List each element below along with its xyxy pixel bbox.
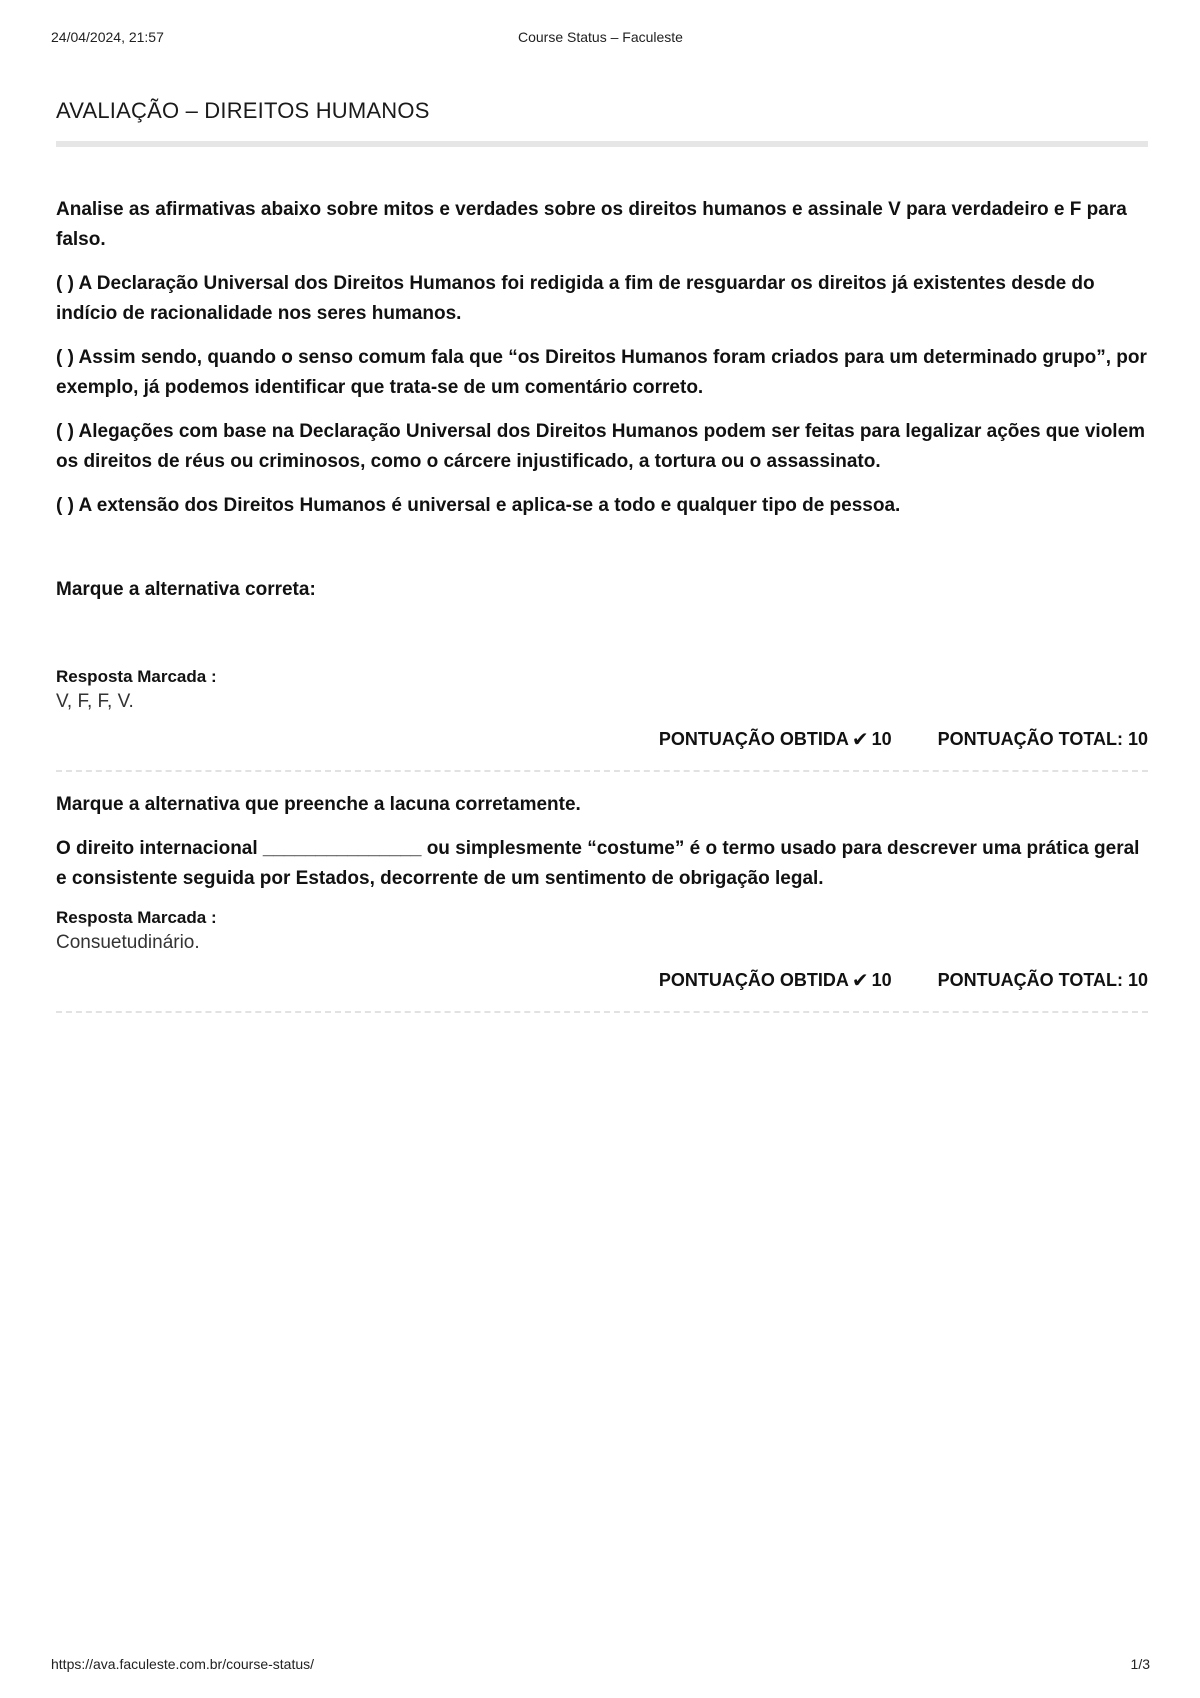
question-divider — [56, 1011, 1148, 1013]
answer-label: Resposta Marcada : — [56, 667, 217, 686]
question-1-statement: Analise as afirmativas abaixo sobre mitos e verdades sobre os direitos humanos e assinale V para verdadeiro e F para falso. — [56, 199, 1127, 250]
score-total: PONTUAÇÃO TOTAL: 10 — [937, 970, 1148, 990]
question-2-answer — [56, 908, 1148, 954]
question-2-statement: Marque a alternativa que preenche a lacuna corretamente. — [56, 794, 581, 815]
check-icon: ✔ — [851, 970, 869, 992]
print-header-title: Course Status – Faculeste — [518, 29, 683, 45]
score-obtained-label: PONTUAÇÃO OBTIDA — [658, 729, 849, 749]
answer-value: V, F, F, V. — [56, 691, 134, 712]
main-content — [56, 98, 1148, 1013]
title-divider — [56, 141, 1148, 147]
question-2-score-row — [56, 968, 1148, 993]
page-number: 1/3 — [1130, 1656, 1150, 1672]
page-title: AVALIAÇÃO – DIREITOS HUMANOS — [56, 98, 430, 123]
answer-label: Resposta Marcada : — [56, 908, 217, 927]
print-header — [51, 29, 1150, 49]
question-2 — [56, 790, 1148, 894]
question-2-text: O direito internacional _______________ ou simplesmente “costume” é o termo usado para descrever uma prática geral e consistente seguida por Estados, decorrente de um sentimento de obrigação legal. — [56, 838, 1140, 889]
print-header-date: 24/04/2024, 21:57 — [51, 29, 164, 45]
question-1-item-2: ( ) Assim sendo, quando o senso comum fala que “os Direitos Humanos foram criados para um determinado grupo”, por exemplo, já podemos identificar que trata-se de um comentário correto. — [56, 347, 1147, 398]
answer-value: Consuetudinário. — [56, 932, 200, 953]
question-1-score-row — [56, 727, 1148, 752]
question-1-item-1: ( ) A Declaração Universal dos Direitos Humanos foi redigida a fim de resguardar os direitos já existentes desde do indício de racionalidade nos seres humanos. — [56, 273, 1095, 324]
check-icon: ✔ — [851, 729, 869, 751]
score-total: PONTUAÇÃO TOTAL: 10 — [937, 729, 1148, 749]
score-obtained-value: 10 — [871, 729, 892, 749]
score-obtained-label: PONTUAÇÃO OBTIDA — [658, 970, 849, 990]
print-footer — [51, 1656, 1150, 1676]
score-obtained — [659, 968, 892, 993]
question-divider — [56, 770, 1148, 772]
question-1 — [56, 195, 1148, 605]
question-1-item-4: ( ) A extensão dos Direitos Humanos é universal e aplica-se a todo e qualquer tipo de pessoa. — [56, 495, 901, 516]
question-1-answer — [56, 667, 1148, 713]
score-obtained-value: 10 — [871, 970, 892, 990]
page-url: https://ava.faculeste.com.br/course-status/ — [51, 1656, 315, 1672]
question-1-item-3: ( ) Alegações com base na Declaração Universal dos Direitos Humanos podem ser feitas para legalizar ações que violem os direitos de réus ou criminosos, como o cárcere injustificado, a tortura ou o assassinato. — [56, 421, 1146, 472]
question-1-prompt: Marque a alternativa correta: — [56, 579, 316, 600]
score-obtained — [659, 727, 892, 752]
